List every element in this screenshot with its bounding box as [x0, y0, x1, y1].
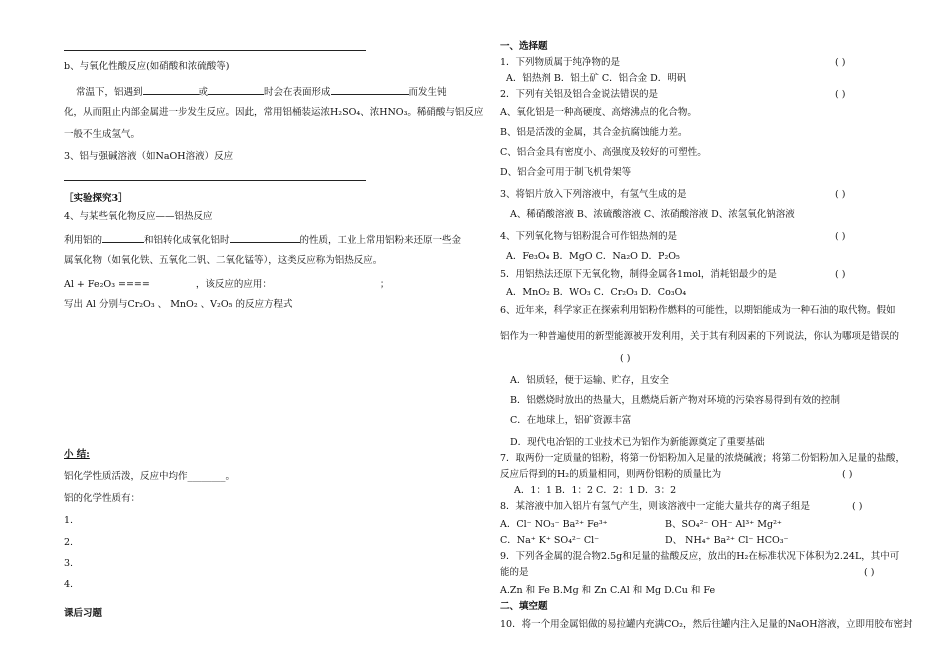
q5-stem: 5．用铝热法还原下无氧化物，制得金属各1mol，消耗铝最少的是: [500, 269, 777, 280]
q9-line2: 能的是: [500, 567, 529, 578]
q8-answer-bracket: ( ): [852, 501, 863, 512]
q1-stem: 1．下列物质属于纯净物的是: [500, 57, 621, 68]
q9-options: A.Zn 和 Fe B.Mg 和 Zn C.Al 和 Mg D.Cu 和 Fe: [500, 585, 716, 596]
summary-line2: 铝的化学性质有：: [64, 493, 141, 504]
q8-stem: 8．某溶液中加入铝片有氢气产生，则该溶液中一定能大量共存的离子组是: [500, 501, 811, 512]
q2-option-c: C、铝合金具有密度小、高强度及较好的可塑性。: [500, 147, 707, 158]
q6-line1: 6、近年来，科学家正在探索利用铝粉作燃料的可能性，以期铝能成为一种石油的取代物。假如: [500, 305, 896, 316]
item-4: 4、与某些氧化物反应——铝热反应: [64, 211, 213, 222]
q7-line2: 反应后得到的H₂的质量相同，则两份铝粉的质量比为: [500, 469, 722, 480]
b-title: b、与氧化性酸反应(如硝酸和浓硫酸等): [64, 61, 230, 72]
q1-answer-bracket: ( ): [835, 57, 846, 68]
write-equations: 写出 Al 分别与Cr₂O₃ 、 MnO₂ 、V₂O₅ 的反应方程式: [64, 299, 293, 310]
q8-option-d: D、 NH₄⁺ Ba²⁺ Cl⁻ HCO₃⁻: [665, 535, 789, 546]
blank[interactable]: [331, 84, 409, 95]
q10-line1: 10．将一个用金属铝做的易拉罐内充满CO₂，然后往罐内注入足量的NaOH溶液，立即用胶布密封: [500, 619, 913, 630]
q5-options: A．MnO₂ B．WO₃ C．Cr₂O₃ D．Co₃O₄: [506, 287, 687, 298]
summary-item-2: 2.: [64, 537, 74, 548]
b-paragraph-line3: 一般不生成氢气。: [64, 129, 141, 140]
q8-option-a: A．Cl⁻ NO₃⁻ Ba²⁺ Fe³⁺: [500, 519, 608, 530]
q7-line1: 7．取两份一定质量的铝粉，将第一份铝粉加入足量的浓烧碱液；将第二份铝粉加入足量的盐酸，: [500, 453, 906, 464]
blank[interactable]: [143, 84, 199, 95]
summary-item-4: 4.: [64, 579, 74, 590]
item-4-line2: 属氧化物（如氧化铁、五氧化二钒、二氧化锰等），这类反应称为铝热反应。: [64, 255, 383, 266]
section-2-heading: 二、填空题: [500, 601, 548, 612]
item-3: 3、铝与强碱溶液（如NaOH溶液）反应: [64, 151, 234, 162]
q7-answer-bracket: ( ): [842, 469, 853, 480]
summary-item-3: 3.: [64, 558, 74, 569]
experiment-title: ［实验探究3］: [64, 193, 128, 204]
q4-options: A．Fe₃O₄ B．MgO C．Na₂O D．P₂O₅: [506, 251, 680, 262]
q7-options: A．1：1 B．1：2 C．2：1 D．3：2: [514, 485, 677, 496]
q6-option-b: B．铝燃烧时放出的热量大，且燃烧后新产物对环境的污染容易得到有效的控制: [510, 395, 840, 406]
q8-option-c: C．Na⁺ K⁺ SO₄²⁻ Cl⁻: [500, 535, 600, 546]
q3-options: A、稀硝酸溶液 B、浓硫酸溶液 C、浓硝酸溶液 D、浓氢氧化钠溶液: [510, 209, 795, 220]
q6-line2: 铝作为一种普遍使用的新型能源被开发利用，关于其有利因素的下列说法，你认为哪项是错误的: [500, 331, 900, 342]
q1-options: A．铝热剂 B．铝土矿 C．铝合金 D．明矾: [506, 73, 687, 84]
q4-answer-bracket: ( ): [835, 231, 846, 242]
answer-line: [64, 180, 366, 181]
q6-option-c: C．在地球上，铝矿资源丰富: [510, 415, 632, 426]
q6-option-d: D．现代电冶铝的工业技术已为铝作为新能源奠定了重要基础: [510, 437, 765, 448]
q6-option-a: A．铝质轻，便于运输、贮存，且安全: [510, 375, 669, 386]
summary-line1: 铝化学性质活泼，反应中均作________。: [64, 471, 236, 482]
equation-line: Al + Fe₂O₃ ==== ，该反应的应用： ；: [64, 279, 390, 290]
q6-answer-bracket: ( ): [620, 353, 631, 364]
homework-heading: 课后习题: [64, 608, 103, 619]
q2-option-b: B、铝是活泼的金属，其合金抗腐蚀能力差。: [500, 127, 688, 138]
blank[interactable]: [230, 232, 300, 243]
section-1-heading: 一、选择题: [500, 41, 548, 52]
q3-stem: 3、将铝片放入下列溶液中，有氢气生成的是: [500, 189, 687, 200]
blank[interactable]: [102, 232, 144, 243]
q2-answer-bracket: ( ): [835, 89, 846, 100]
q5-answer-bracket: ( ): [835, 269, 846, 280]
blank[interactable]: [208, 84, 264, 95]
b-paragraph-line2: 化，从而阻止内部金属进一步发生反应。因此，常用铝桶装运浓H₂SO₄、浓HNO₃。稀硝酸与铝反应: [64, 107, 484, 118]
q9-answer-bracket: ( ): [864, 567, 875, 578]
q8-option-b: B、SO₄²⁻ OH⁻ Al³⁺ Mg²⁺: [665, 519, 782, 530]
q2-stem: 2．下列有关铝及铝合金说法错误的是: [500, 89, 659, 100]
summary-title: 小 结:: [64, 449, 90, 460]
item-4-line1: 利用铝的 和铝转化成氧化铝时 的性质，工业上常用铝粉来还原一些金: [64, 232, 461, 248]
q4-stem: 4、下列氧化物与铝粉混合可作铝热剂的是: [500, 231, 678, 242]
q9-line1: 9．下列各金属的混合物2.5g和足量的盐酸反应，放出的H₂在标准状况下体积为2.24L，其中可: [500, 551, 900, 562]
summary-item-1: 1.: [64, 515, 74, 526]
b-paragraph-line1: 常温下，铝遇到 或 时会在表面形成 而发生钝: [64, 84, 447, 100]
q3-answer-bracket: ( ): [835, 189, 846, 200]
answer-line: [64, 50, 366, 51]
q2-option-a: A、氧化铝是一种高硬度、高熔沸点的化合物。: [500, 107, 697, 118]
q2-option-d: D、铝合金可用于制飞机骨架等: [500, 167, 632, 178]
